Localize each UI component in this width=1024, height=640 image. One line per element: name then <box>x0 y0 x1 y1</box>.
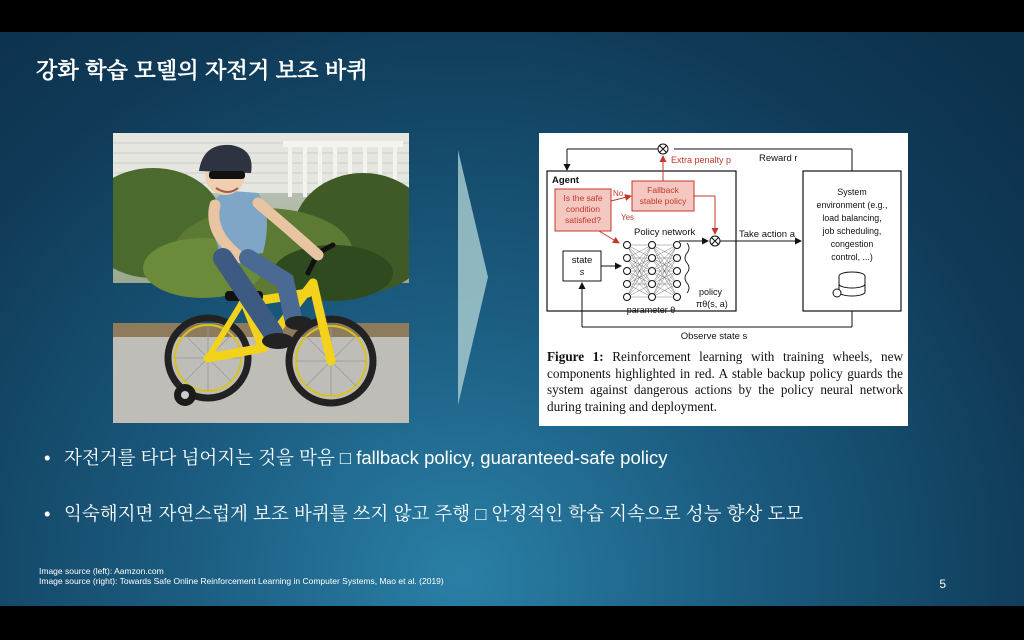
caption-text: Reinforcement learning with training wheels, new components highlighted in red. A stable backup policy guards the system against dangerous actions by the policy neural network during training and deployment. <box>547 349 904 414</box>
paper-figure <box>539 133 908 426</box>
safe-check-line-3: satisfied? <box>565 215 601 225</box>
fallback-line-1: Fallback <box>647 185 679 195</box>
source-left: Image source (left): Aamzon.com <box>39 566 164 576</box>
take-action-label: Take action a <box>739 229 795 240</box>
bullet-item <box>44 444 667 470</box>
no-label: No <box>613 189 624 198</box>
rl-diagram <box>539 133 908 343</box>
bullet-text: 익숙해지면 자연스럽게 보조 바퀴를 쓰지 않고 주행 □ 안정적인 학습 지속으로 성능 향상 도모 <box>64 503 804 524</box>
state-label: state <box>571 255 593 266</box>
system-line-2: environment (e.g., <box>816 200 888 210</box>
bullet-dot: • <box>44 503 51 524</box>
system-line-4: job scheduling, <box>822 226 882 236</box>
slide-title: 강화 학습 모델의 자전거 보조 바퀴 <box>36 58 368 83</box>
reward-label: Reward r <box>759 153 798 164</box>
bullet-item <box>44 500 803 526</box>
parameter-label: parameter θ <box>626 305 676 315</box>
policy-label: policy <box>699 287 723 297</box>
bullet-dot: • <box>44 447 51 468</box>
policy-network-label: Policy network <box>634 227 696 238</box>
image-sources <box>39 566 444 586</box>
policy-formula: πθ(s, a) <box>696 299 728 309</box>
system-line-6: control, ...) <box>831 252 873 262</box>
page-number: 5 <box>939 577 946 591</box>
figure-caption <box>547 349 903 415</box>
agent-label: Agent <box>552 175 579 186</box>
bullet-text: 자전거를 타다 넘어지는 것을 막음 □ fallback policy, guaranteed-safe policy <box>64 447 668 468</box>
source-right: Image source (right): Towards Safe Online Reinforcement Learning in Computer Systems, Mao et al. (2019) <box>39 576 444 586</box>
chevron-right-icon <box>458 150 496 405</box>
fallback-line-2: stable policy <box>639 196 687 206</box>
caption-label: Figure 1: <box>547 349 604 364</box>
slide <box>0 32 1024 606</box>
system-line-5: congestion <box>830 239 874 249</box>
system-line-1: System <box>837 187 867 197</box>
safe-check-line-2: condition <box>565 204 601 214</box>
state-var: s <box>579 267 585 278</box>
yes-label: Yes <box>621 213 635 222</box>
extra-penalty-label: Extra penalty p <box>671 155 732 165</box>
safe-check-line-1: Is the safe <box>563 193 603 203</box>
system-line-3: load balancing, <box>822 213 882 223</box>
observe-state-label: Observe state s <box>680 331 748 342</box>
bicycle-photo <box>113 133 409 423</box>
